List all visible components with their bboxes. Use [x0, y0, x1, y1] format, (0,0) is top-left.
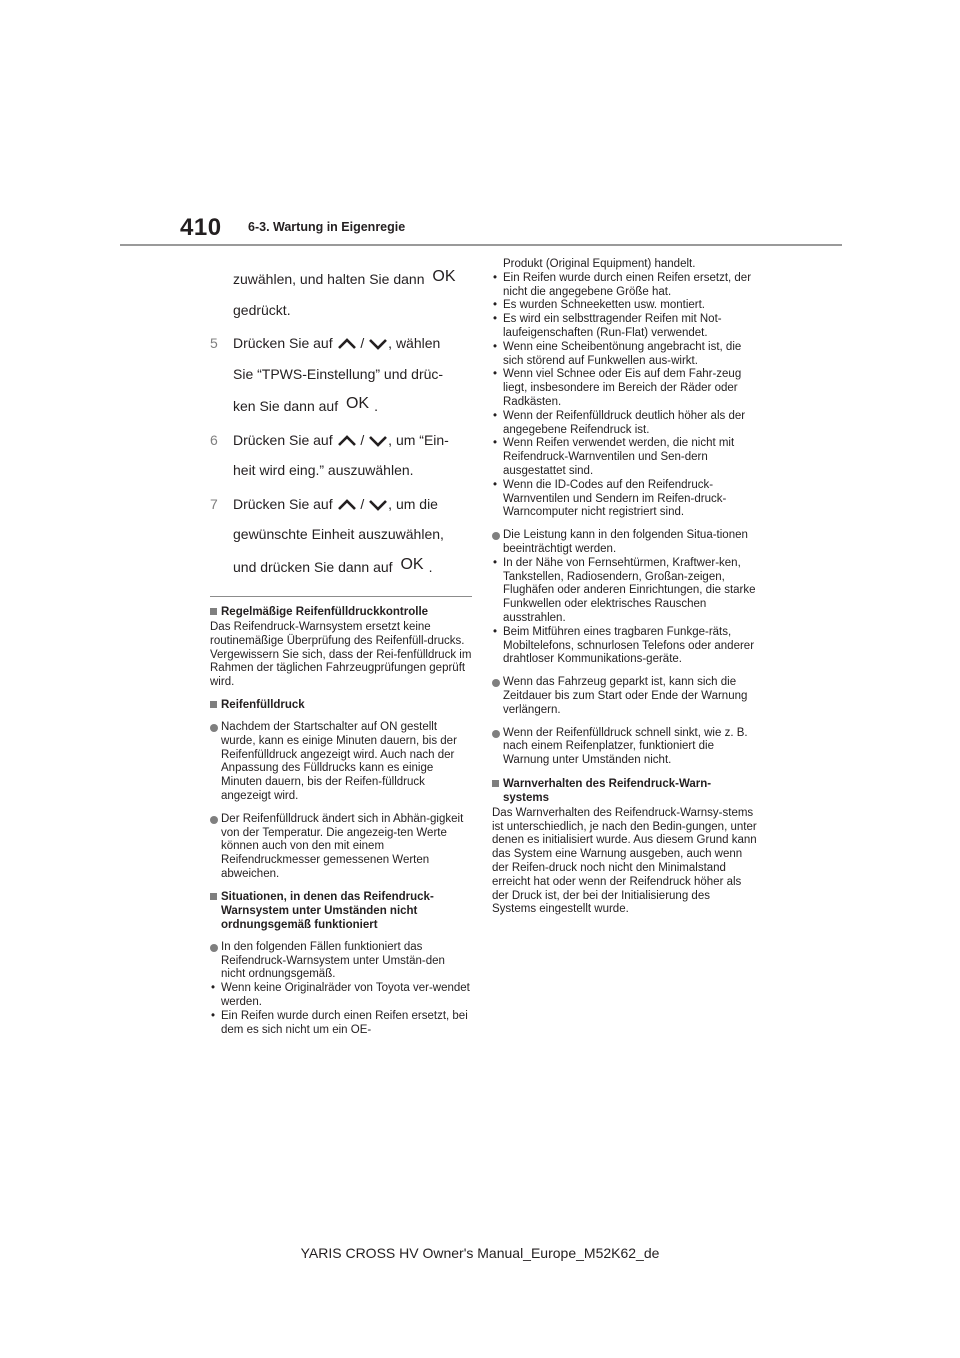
left-column [210, 262, 472, 1037]
section-heading [210, 890, 472, 932]
chevron-up-icon [337, 435, 357, 447]
section-heading [210, 698, 472, 712]
sub-text: Ein Reifen wurde durch einen Reifen ersetzt, bei dem es sich nicht um ein OE- [221, 1009, 468, 1036]
sub-item: • Es wird ein selbsttragender Reifen mit Not-laufeigenschaften (Run-Flat) verwendet. [493, 313, 722, 339]
step-7 [210, 489, 472, 583]
sub-item: • Wenn viel Schnee oder Eis auf dem Fahr-zeug liegt, insbesondere im Bereich der Räder oder Radkästen. [493, 368, 742, 408]
ok-button-icon: OK [345, 395, 370, 412]
section-heading [492, 777, 757, 805]
sub-item: • Wenn keine Originalräder von Toyota ver-wendet werden. [211, 982, 470, 1008]
bullet-item [492, 676, 757, 717]
bullet-text: Die Leistung kann in den folgenden Situa-tionen beeinträchtigt werden. [503, 529, 748, 555]
heading-text: Warnverhalten des Reifendruck-Warn-systems [503, 777, 712, 804]
chevron-down-icon [368, 499, 388, 511]
divider [210, 596, 472, 597]
step-number: 5 [210, 335, 218, 351]
step-text: zuwählen, und halten Sie dann [233, 271, 425, 287]
slash: / [360, 495, 365, 512]
sub-item: • Wenn eine Scheibentönung angebracht ist, die sich störend auf Funkwellen aus-wirkt. [493, 340, 742, 367]
paragraph: Das Reifendruck-Warnsystem ersetzt keine routinemäßige Überprüfung des Reifenfüll-drucks. Vergewissern Sie sich, dass der Rei-fenfülldruck im Rahmen der täglichen Fahrzeugprüfungen geprüft wird. [210, 621, 472, 689]
step-6 [210, 425, 472, 486]
header-rule [120, 244, 842, 246]
sub-item: • Ein Reifen wurde durch einen Reifen ersetzt, der nicht die angegebene Größe hat. [493, 271, 752, 298]
square-bullet-icon [492, 780, 499, 787]
bullet-item [210, 813, 472, 882]
step-number: 6 [210, 431, 218, 448]
heading-text: Reifenfülldruck [221, 698, 305, 711]
step-text: , wählen [388, 335, 441, 351]
chevron-down-icon [368, 338, 388, 350]
step-continuation [210, 262, 472, 325]
step-text: , um die [388, 495, 438, 512]
step-text: ken Sie dann auf [233, 398, 339, 414]
step-text: Sie “TPWS-Einstellung” und drüc- [233, 365, 444, 382]
sub-text: Wenn die ID-Codes auf den Reifendruck-Warnventilen und Sendern im Reifen-druck-Warncomputer nicht registriert sind. [503, 478, 727, 519]
step-text: , um “Ein- [388, 431, 449, 448]
circle-bullet-icon [492, 532, 500, 540]
chevron-up-icon [337, 338, 357, 350]
sub-item: • Ein Reifen wurde durch einen Reifen ersetzt, bei dem es sich nicht um ein OE- [211, 1009, 468, 1036]
continued-text: Produkt (Original Equipment) handelt. [503, 258, 696, 270]
step-text: und drücken Sie dann auf [233, 558, 393, 575]
sub-text: Beim Mitführen eines tragbaren Funkge-räts, Mobiltelefons, schnurlosen Telefons oder anderer drahtloser Kommunikations-geräte. [503, 625, 755, 666]
right-column [492, 258, 757, 917]
sub-text: Es wird ein selbsttragender Reifen mit Not-laufeigenschaften (Run-Flat) verwendet. [503, 313, 722, 339]
bullet-text: Wenn der Reifenfülldruck schnell sinkt, wie z. B. nach einem Reifenplatzer, funktioniert die Warnung unter Umständen nicht. [503, 726, 748, 767]
sub-item: • Wenn Reifen verwendet werden, die nicht mit Reifendruck-Warnventilen und Sen-dern ausgestattet sind. [493, 437, 735, 477]
sub-item: • In der Nähe von Fernsehtürmen, Kraftwer-ken, Tankstellen, Radiosendern, Großan-zeigen, Flughäfen oder anderen Einrichtungen, die starke Funkwellen oder elektrisches Rauschen ausstrahlen. [493, 556, 756, 624]
step-text: gewünschte Einheit auszuwählen, [233, 526, 444, 542]
step-5 [210, 328, 472, 422]
sub-item: • Wenn der Reifenfülldruck deutlich höher als der angegebene Reifendruck ist. [493, 409, 746, 436]
section-heading [210, 605, 472, 619]
circle-bullet-icon [492, 679, 500, 687]
sub-text: Es wurden Schneeketten usw. montiert. [503, 299, 705, 312]
heading-text: Regelmäßige Reifenfülldruckkontrolle [221, 606, 429, 618]
step-cont-line: gedrückt. [233, 301, 291, 318]
sub-item: • Beim Mitführen eines tragbaren Funkge-räts, Mobiltelefons, schnurlosen Telefons oder anderer drahtloser Kommunikations-geräte. [493, 625, 755, 666]
circle-bullet-icon [210, 816, 218, 824]
sub-text: In der Nähe von Fernsehtürmen, Kraftwer-ken, Tankstellen, Radiosendern, Großan-zeigen, Flughäfen oder anderen Einrichtungen, die starke Funkwellen oder elektrisches Rauschen ausstrahlen. [503, 556, 756, 624]
sub-item: • Es wurden Schneeketten usw. montiert. [493, 299, 705, 312]
sub-text: Wenn viel Schnee oder Eis auf dem Fahr-zeug liegt, insbesondere im Bereich der Räder oder Radkästen. [503, 368, 742, 408]
circle-bullet-icon [210, 724, 218, 732]
square-bullet-icon [210, 608, 217, 615]
circle-bullet-icon [210, 944, 218, 952]
bullet-item [210, 941, 472, 982]
circle-bullet-icon [492, 730, 500, 738]
sub-text: Wenn Reifen verwendet werden, die nicht mit Reifendruck-Warnventilen und Sen-dern ausgestattet sind. [503, 437, 735, 477]
step-text: Drücken Sie auf [233, 431, 333, 448]
step-text: . [428, 558, 433, 575]
ok-button-icon: OK [432, 268, 456, 285]
square-bullet-icon [210, 701, 217, 708]
square-bullet-icon [210, 893, 217, 900]
slash: / [360, 335, 365, 351]
page-number: 410 [180, 214, 222, 241]
sub-item: • Wenn die ID-Codes auf den Reifendruck-Warnventilen und Sendern im Reifen-druck-Warncomputer nicht registriert sind. [493, 478, 727, 519]
section-title: 6-3. Wartung in Eigenregie [248, 220, 406, 234]
sub-text: Wenn eine Scheibentönung angebracht ist, die sich störend auf Funkwellen aus-wirkt. [503, 340, 742, 367]
sub-list-a [492, 272, 757, 520]
step-text: Drücken Sie auf [233, 335, 333, 351]
bullet-text: Nachdem der Startschalter auf ON gestellt wurde, kann es einige Minuten dauern, bis der Reifenfülldruck angezeigt wird. Auch nach der Anpassung des Fülldrucks kann es einige Minuten dauern, bis der Reifen-fülldruck angezeigt wird. [221, 720, 457, 802]
slash: / [360, 431, 365, 448]
step-text: Drücken Sie auf [233, 495, 333, 512]
footer-doc-id: YARIS CROSS HV Owner's Manual_Europe_M52K62_de [300, 1245, 660, 1261]
sub-text: Wenn keine Originalräder von Toyota ver-wendet werden. [221, 982, 470, 1008]
paragraph: Das Warnverhalten des Reifendruck-Warnsy-stems ist unterschiedlich, je nach den Bedin-gungen, unter denen es initialisiert wurde. Aus diesem Grund kann das System eine Warnung ausgeben, auch wenn der Reifen-druck noch nicht den Minimalstand erreicht hat oder wenn der Reifendruck höher als der Druck ist, der bei der Initialisierung des Systems eingestellt wurde. [492, 806, 757, 916]
chevron-up-icon [337, 499, 357, 511]
heading-text: Situationen, in denen das Reifendruck-Warnsystem unter Umständen nicht ordnungsgemäß funktioniert [221, 890, 434, 931]
chevron-down-icon [368, 435, 388, 447]
bullet-text: Wenn das Fahrzeug geparkt ist, kann sich die Zeitdauer bis zum Start oder Ende der Warnung verlängern. [503, 676, 748, 716]
step-text: . [374, 398, 378, 414]
bullet-item [492, 529, 757, 557]
step-text: heit wird eing.” auszuwählen. [233, 462, 414, 478]
sub-text: Wenn der Reifenfülldruck deutlich höher als der angegebene Reifendruck ist. [503, 409, 746, 436]
bullet-text: Der Reifenfülldruck ändert sich in Abhän-gigkeit von der Temperatur. Die angezeig-ten Werte können auch von den mit einem Reifendruckmesser gemessenen Werten abweichen. [221, 812, 464, 880]
bullet-text: In den folgenden Fällen funktioniert das Reifendruck-Warnsystem unter Umstän-den nicht ordnungsgemäß. [221, 940, 445, 981]
sub-text: Ein Reifen wurde durch einen Reifen ersetzt, der nicht die angegebene Größe hat. [503, 271, 752, 298]
step-cont-line [210, 262, 472, 295]
bullet-item [492, 727, 757, 768]
ok-button-icon: OK [400, 555, 424, 573]
bullet-item [210, 721, 472, 804]
step-number: 7 [210, 495, 218, 512]
